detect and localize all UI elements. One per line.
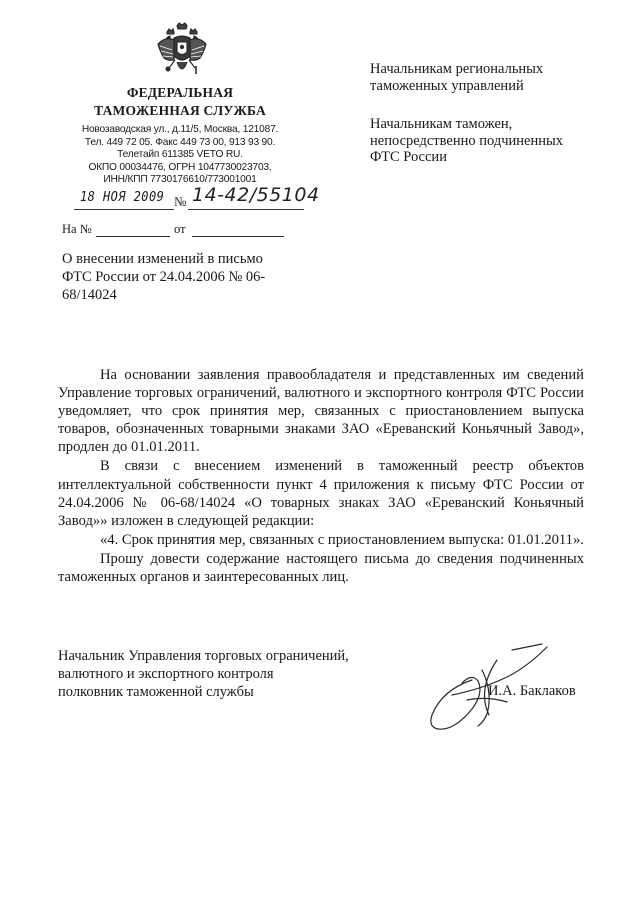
addressee-group [370,61,620,94]
signatory-position [58,647,378,702]
number-label: № [174,194,187,209]
reference-number-blank [96,236,170,237]
position-line: валютного и экспортного контроля [58,666,274,683]
reference-line [62,222,332,242]
date-underline [74,209,174,210]
subject-line: О внесении изменений в письмо [62,251,263,267]
address-line: ИНН/КПП 7730176610/773001001 [103,174,257,186]
reference-date-label: от [174,222,186,236]
letter-subject [62,250,292,305]
addressee-line: Начальникам региональных [370,61,544,77]
body-paragraph: В связи с внесением изменений в таможенный реестр объектов интеллектуальной собственности пункт 4 приложения к письму ФТС России от 24.04.2006 № 06-68/14024 «О товарных знаках ЗАО «Ереванский Коньячный Завод»» изложен в следующей редакции: [58,458,584,529]
address-line: Новозаводская ул., д.11/5, Москва, 121087. [81,124,279,135]
body-paragraph: Прошу довести содержание настоящего письма до сведения подчиненных таможенных органов и заинтересованных лиц. [58,550,584,586]
addressee-group [370,116,620,166]
address-line: Тел. 449 72 05. Факс 449 73 00, 913 93 90. [84,136,276,148]
addressees-block [370,61,620,188]
registration-date-stamp: 18 НОЯ 2009 [80,190,165,205]
addressee-line: таможенных управлений [370,77,524,94]
addressee-line: ФТС России [370,149,447,165]
organization-address [62,124,298,187]
subject-line: 68/14024 [62,287,117,304]
reference-date-blank [192,236,284,237]
address-line: ОКПО 00034476, ОГРН 1047730023703, [88,161,272,173]
number-underline [188,209,304,210]
letter-body [58,366,584,587]
addressee-line: Начальникам таможен, [370,116,513,132]
body-paragraph: На основании заявления правообладателя и представленных им сведений Управление торговых ограничений, валютного и экспортного контроля ФТС России уведомляет, что срок принятия мер, связанных с приостановлением выпуска товаров, обозначенных товарными знаками ЗАО «Ереванский Коньячный Завод», продлен до 01.01.2011. [58,367,584,456]
org-name-line-2: ТАМОЖЕННАЯ СЛУЖБА [94,103,266,118]
body-paragraph: «4. Срок принятия мер, связанных с приостановлением выпуска: 01.01.2011». [100,531,584,548]
registration-line [62,184,332,218]
registration-number: 14-42/55104 [192,184,320,206]
position-line: Начальник Управления торговых ограничений, [58,648,349,664]
addressee-line: непосредственно подчиненных [370,132,563,149]
organization-name [70,84,290,120]
double-headed-eagle-icon [155,22,209,80]
position-line: полковник таможенной службы [58,684,254,701]
subject-line: ФТС России от 24.04.2006 № 06- [62,269,266,286]
address-line: Телетайп 611385 VETO RU. [117,149,243,161]
signatory-name: И.А. Баклаков [488,683,576,699]
reference-number-label: На № [62,222,92,236]
org-name-line-1: ФЕДЕРАЛЬНАЯ [126,85,234,100]
